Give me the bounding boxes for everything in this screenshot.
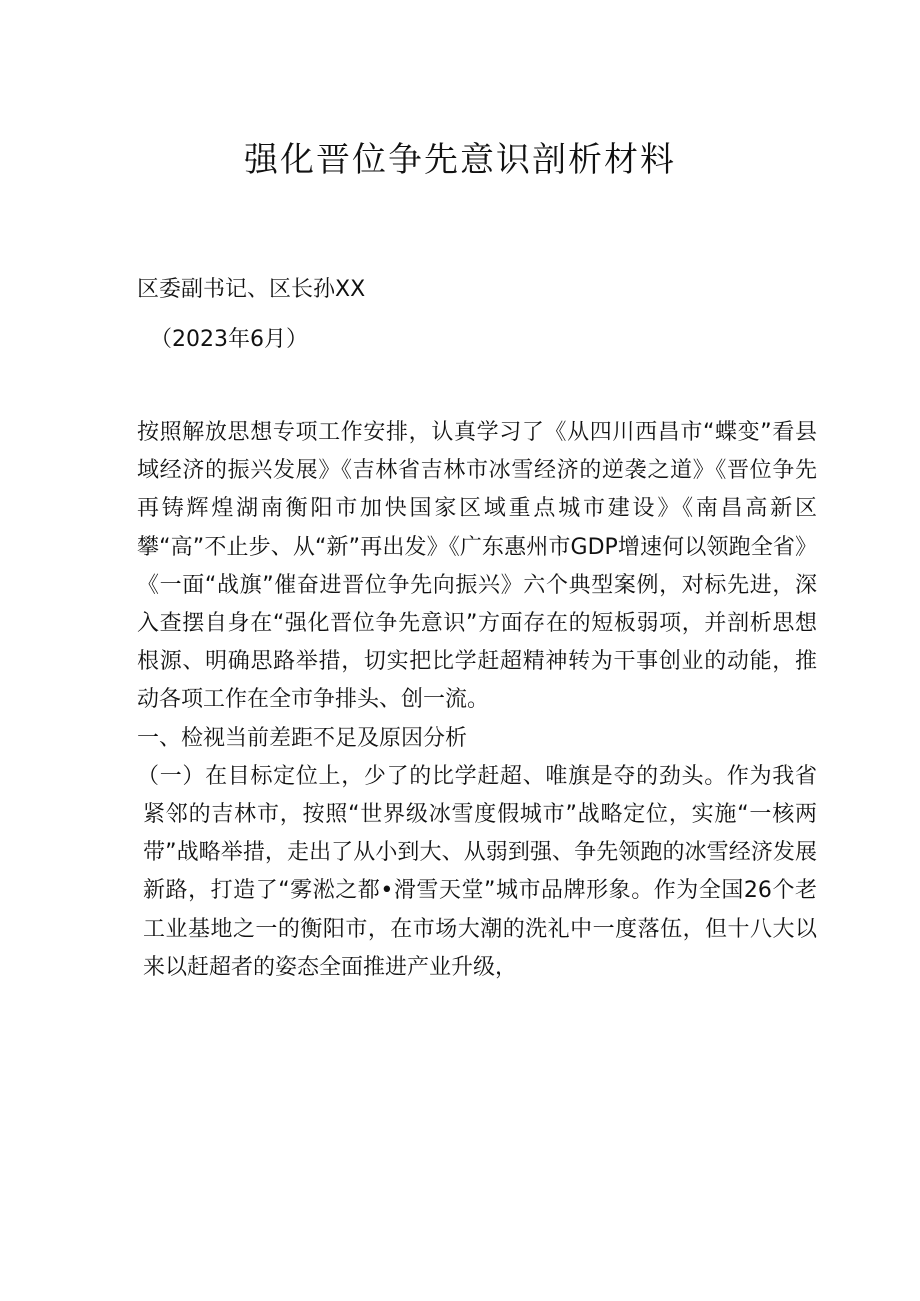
section-heading: 一、检视当前差距不足及原因分析 <box>137 725 468 751</box>
date-line: （2023年6月） <box>150 327 308 352</box>
intro-paragraph: 按照解放思想专项工作安排，认真学习了《从四川西昌市“蝶变”看县域经济的振兴发展》《吉林省吉林市冰雪经济的逆袭之道》《晋位争先再铸辉煌湖南衡阳市加快国家区域重点城市建设》《南昌高新区攀“高”不止步、从“新”再出发》《广东惠州市GDP增速何以领跑全省》《一面“战旗”催奋进晋位争先向振兴》六个典型案例，对标先进，深入查摆自身在“强化晋位争先意识”方面存在的短板弱项，并剖析思想根源、明确思路举措，切实把比学赶超精神转为干事创业的动能，推动各项工作在全市争排头、创一流。 <box>137 420 817 713</box>
document-title: 强化晋位争先意识剖析材料 <box>244 140 676 180</box>
subsection-paragraph: （一）在目标定位上，少了的比学赶超、唯旗是夺的劲头。作为我省紧邻的吉林市，按照“世界级冰雪度假城市”战略定位，实施“一核两带”战略举措，走出了从小到大、从弱到强、争先领跑的冰雪经济发展新路，打造了“雾淞之都•滑雪天堂”城市品牌形象。作为全国26个老工业基地之一的衡阳市，在市场大潮的洗礼中一度落伍，但十八大以来以赶超者的姿态全面推进产业升级， <box>137 763 817 980</box>
author-line: 区委副书记、区长孙XX <box>137 277 366 302</box>
document-body <box>137 414 817 987</box>
